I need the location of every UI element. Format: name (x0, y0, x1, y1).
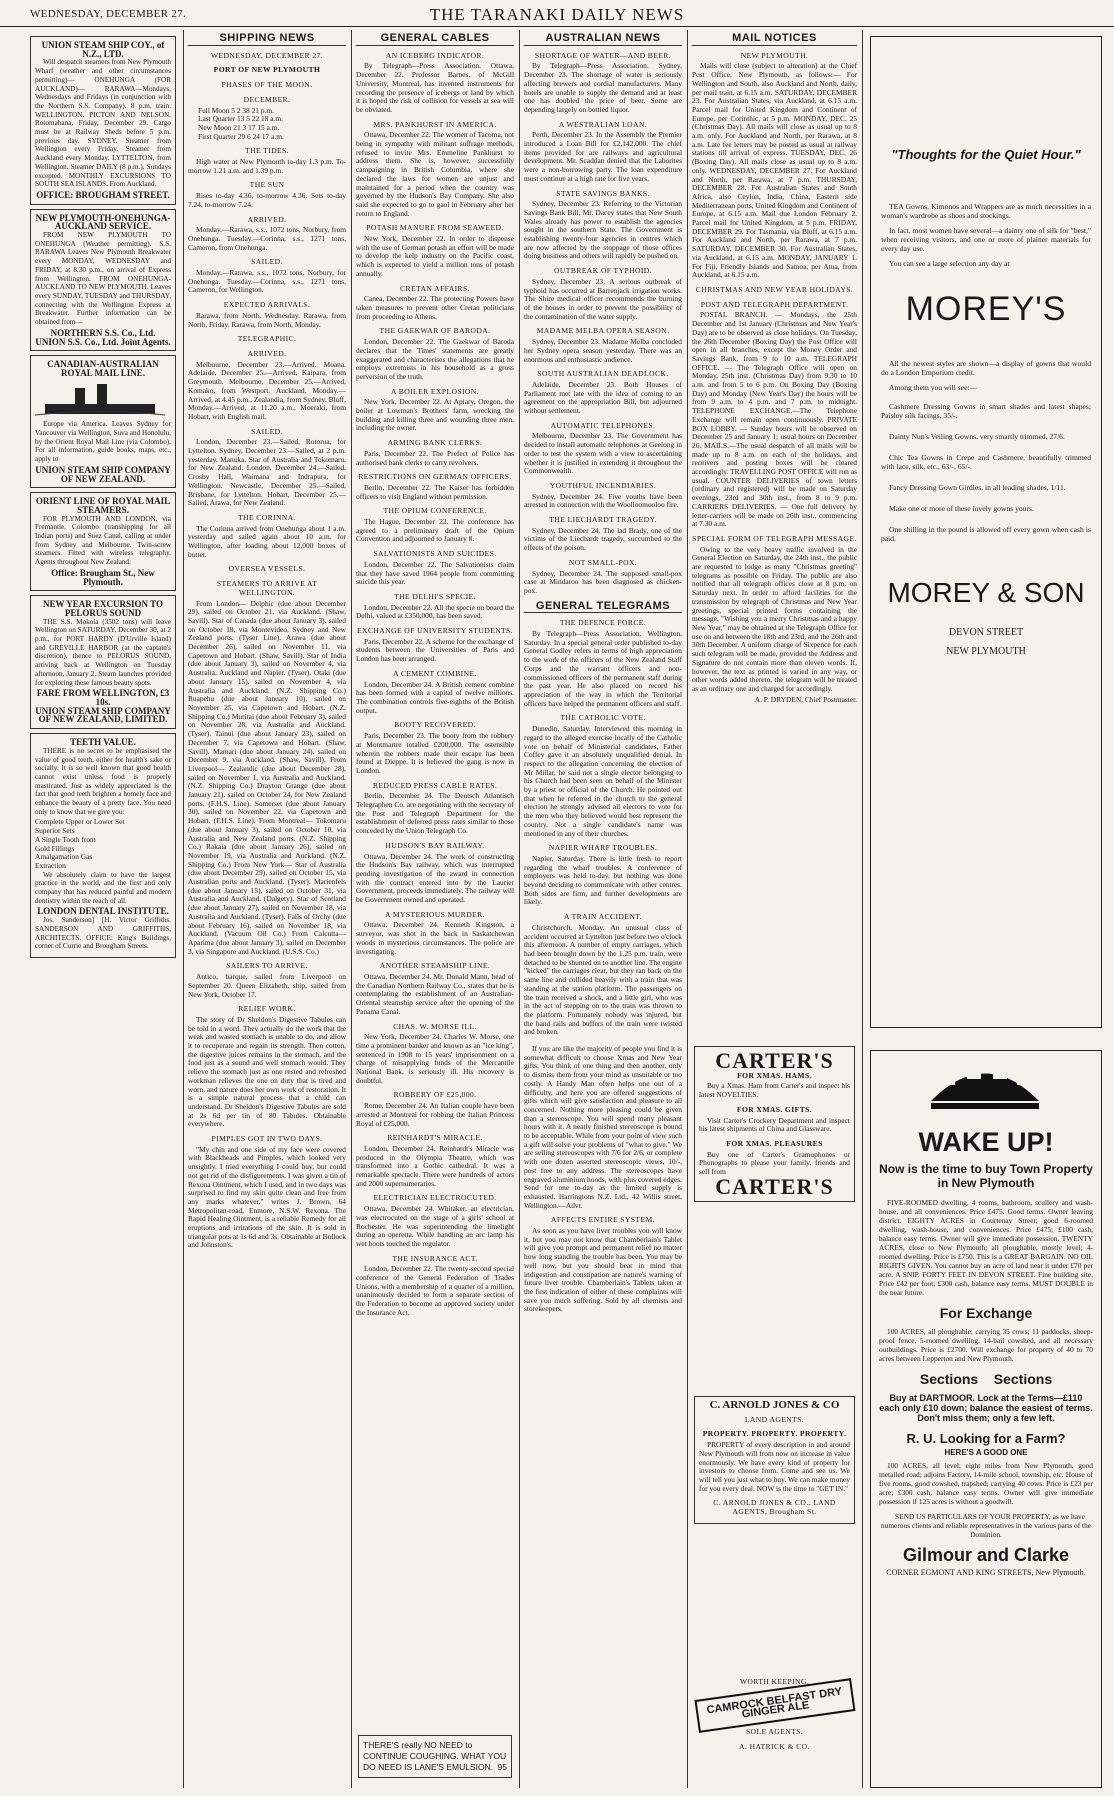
ad-title: NEW YEAR EXCURSION TO PELORUS SOUND (43, 599, 163, 618)
article-title: MRS. PANKHURST IN AMERICA. (373, 119, 497, 129)
article-title: STATE SAVINGS BANKS. (556, 188, 650, 198)
ad-text: THERE'S really NO NEED to CONTINUE COUGHING. WHAT YOU DO NEED IS LANE'S EMULSION. (363, 1740, 507, 1772)
overseas-subtitle: STEAMERS TO ARRIVE AT WELLINGTON. (216, 579, 318, 597)
mail-text: Mails will close (subject to alteration) at the Chief Post Office, New Plymouth, as follows:— For Wellington and South, also Auckland and North, daily, per mail train, at 6.15 a.m. SATURDAY, DECEMBER 23. For Australian States, via Auckland, at 6.15 a.m. Parcel mail for United Kingdom and Continent of Europe, per Corinthic, at 5 p.m. MONDAY, DEC. 25 (Christmas Day). All mails will close as usual up to 8 a.m. only. For Auckland and North, per Rarawa, at 8 a.m. Late fee letters may be posted as usual at railway stations till arrival of express. TUESDAY, DEC. 26 (Boxing Day). All mails close as usual up to 8 a.m. only. WEDNESDAY, DECEMBER 27. For Auckland and North, per Rarawa, at 7 p.m. THURSDAY, DECEMBER 28. For Australian States and South Africa, also Ceylon, India, China, Eastern side Mediterranean ports, United Kingdom and Continent of Europe, at 6.15 a.m. Mail due London February 2. Parcel mail for United Kingdom, at 5 p.m. FRIDAY, DECEMBER 29. For Tasmania, via Bluff, at 6.15 a.m. For Auckland and North, per Rarawa, at 7 p.m. SATURDAY, DECEMBER 30. For Australian States, via Auckland, at 6.15 a.m. MONDAY, JANUARY 1. For Fiji, Friendly Islands and Samoa, per Atua, from Auckland, at 6.15 a.m. (692, 61, 857, 280)
corinna-text: The Corinna arrived from Onehunga about 1 a.m. yesterday and sailed again about 10 a.m. for Wellington, after loading about 12,000 boxes of butter. (188, 523, 346, 559)
postmaster-signature: A. P. DRYDEN, Chief Postmaster. (754, 694, 857, 704)
moon-phase-row: New Moon 21 3 17 15 a.m. (198, 122, 280, 132)
article-title: RESTRICTIONS ON GERMAN OFFICERS. (358, 472, 512, 482)
article-title: THE OPIUM CONFERENCE. (383, 506, 487, 516)
ad-text: FOR PLYMOUTH AND LONDON, via Fremantle, Colombo (transhipping for all Indian ports) and Suez Canal, calling at under from Sydney and Melbourne. Twin-screw steamers. Fitted with wireless telegraphy. Agents throughout New Zealand. (35, 514, 171, 567)
holidays-title: CHRISTMAS AND NEW YEAR HOLIDAYS. (695, 284, 854, 294)
article-title: EXCHANGE OF UNIVERSITY STUDENTS. (357, 626, 513, 636)
department-title: POST AND TELEGRAPH DEPARTMENT. (700, 299, 849, 309)
column-rule (862, 30, 863, 1788)
carters-footer: CARTER'S (715, 1173, 834, 1199)
farm-heading: R. U. Looking for a Farm? (906, 1431, 1066, 1446)
farm-subheading: HERE'S A GOOD ONE (944, 1448, 1028, 1457)
article-text: By Telegraph—Press Association. Ottawa, December 22. Professor Barnes, of McGill University, Montreal, has invented instruments for recording the presence of icebergs or land by which it is hoped the risk of collision for vessels at sea will be obviated. (356, 61, 514, 114)
morey-son-name: MOREY & SON (887, 577, 1085, 608)
price-item: A Single Tooth from (35, 834, 96, 844)
morey-text: Among them you will see:— (889, 383, 978, 392)
excursion-ad (30, 595, 176, 729)
overseas-title: OVERSEA VESSELS. (228, 564, 306, 574)
ad-number: 95 (497, 1762, 507, 1772)
article-text: Sydney, December 23. A serious outbreak of typhoid has occurred at Barrenjack irrigation works. The Shire medical officer recommends the burning of the houses in order to prevent the possibility of the contamination of the water supply. (524, 276, 682, 321)
ad-title: NEW PLYMOUTH-ONEHUNGA-AUCKLAND SERVICE. (35, 212, 171, 232)
article-text: Ottawa, December 24. Mr. Donald Mann, head of the Canadian Northern Railway Co., states that he is contemplating the establishment of an Australian-Oriental steamship service after the opening of the Panama Canal. (356, 971, 514, 1016)
ad-title: CANADIAN-AUSTRALIAN ROYAL MAIL LINE. (47, 359, 159, 378)
price-item: Superior Sets (35, 826, 75, 836)
article-text: Paris, December 23. The booty from the robbery at Montmartre totalled £200,000. The ostensible wherein the robbers made their escape has been found at Dieppe. It is believed the gang is now in London. (356, 731, 514, 775)
sailed-text: Monday.—Rarawa, s.s., 1072 tons, Norbury, for Onehunga. Tuesday.—Corinna, s.s., 1271 tons, Cameron, for Wellington. (188, 268, 346, 295)
article-text: Sydney, December 23. Madame Melba concluded her Sydney opera season yesterday. There was an enormous and enthusiastic audience. (524, 337, 682, 364)
article-text: Adelaide, December 23. Both Houses of Parliament met late with the idea of coming to an agreement on the appropriation Bill, but adjourned without settlement. (524, 379, 682, 416)
ale-signature: A. HATRICK & CO. (739, 1741, 810, 1751)
mail-subheading: NEW PLYMOUTH. (740, 50, 809, 60)
column-australian-news (524, 32, 682, 1786)
article-text: Sydney, December 24. The lad Brady, one of the victims of the Liechardt tragedy, succumbed to the effects of the poison. (524, 525, 682, 553)
article-title: ELECTRICIAN ELECTROCUTED. (373, 1193, 497, 1203)
article-text: New York, December 24. Charles W. Morse, one time a prominent banker and known as an "ice king", sentenced in 1908 to 15 years' imprisonment on a charge of misapplying funds of the Mercantile National Bank, is seriously ill. His recovery is doubtful. (356, 1032, 514, 1085)
sun-title: THE SUN (249, 180, 285, 190)
ad-heading: PROPERTY. PROPERTY. PROPERTY. (702, 1429, 847, 1439)
article-text: London, December 24. A British cement combine has been formed with a capital of twelve millions. The combination controls five-eighths of the British output. (356, 679, 514, 715)
article-title: BOOTY RECOVERED. (394, 720, 476, 730)
article-title: CRETAN AFFAIRS. (400, 283, 470, 293)
article-title: ROBBERY OF £25,000. (393, 1090, 477, 1100)
section-heading: MAIL NOTICES (692, 34, 857, 46)
tides-text: High water at New Plymouth to-day 1.3 p.m. To-morrow 1.21 a.m. and 1.39 p.m. (188, 157, 346, 175)
carters-item-text: Buy a Xmas. Ham from Carter's and inspect his latest NOVELTIES. (699, 1081, 850, 1100)
carters-item-title: FOR XMAS. PLEASURES (726, 1138, 823, 1148)
article-text: Melbourne, December 23. The Government has decided to install automatic telephones at Geelong in order to test the system with a view to ascertaining whether it is justified in extending it throughout the Commonwealth. (524, 431, 682, 476)
article-title: OUTBREAK OF TYPHOID. (554, 266, 652, 276)
price-item: Amalgamation Gas (35, 852, 93, 862)
article-text: The Hague, December 22. The conference has agreed to a preliminary draft of the Opium Convention and adjourned to January 8. (356, 517, 514, 544)
carters-item-title: FOR XMAS. GIFTS. (736, 1104, 813, 1114)
article-title: REDUCED PRESS CABLE RATES. (372, 780, 498, 790)
column-rule (351, 30, 352, 1788)
article-text: Berlin, December 24. The Deutsch Atlantisch Telegraphen Co. are negotiating with the secretary of the Post and Telegraph Department for the establishment of deferred press rates similar to those conceded by the Union Telegraph Co. (356, 791, 514, 836)
article-title: SHORTAGE OF WATER—AND BEER. (534, 50, 672, 60)
column-rule (183, 30, 184, 1788)
ad-title: UNION STEAM SHIP COY., of N.Z., LTD. (41, 40, 165, 59)
article-text: Perth, December 23. In the Assembly the Premier introduced a Loan Bill for £2,142,000. The chief items provided for are railways and agricultural development. Mr. Scaddan denied that the Laborites were a non-borrowing party. The loan expenditure must continue at a high rate for five years. (524, 130, 682, 183)
sailers-title: SAILERS TO ARRIVE. (226, 961, 308, 971)
alarm-clock-illustration (871, 1051, 1099, 1121)
price-list (35, 818, 171, 870)
expected-title: EXPECTED ARRIVALS. (223, 300, 311, 310)
tele-arrived-text: Melbourne, December 23.—Arrived. Moana. Adelaide, December 25.—Arrived, Kaipara, from Greymouth. Melbourne, December 25.—Arrived, Komako, from Westport. Auckland, Monday.—Arrived, at 4.45 p.m., Zealandia, from Sydney. Bluff, Monday.—Arrived, at 11.20 a.m., Moeraki, from Hobart, with English mail. (188, 359, 346, 421)
ad-text: Europe via America. Leaves Sydney for Vancouver via Wellington, Suva and Honolulu, by the Orient Royal Mail Line (via Colombo). For all information, guide books, maps, etc., apply to (35, 420, 171, 464)
article-title: A WESTRALIAN LOAN. (558, 119, 648, 129)
section-heading: GENERAL TELEGRAMS (524, 602, 682, 614)
carters-item-text: Visit Carter's Crockery Department and inspect his latest shipments of China and Glassware. (699, 1115, 850, 1134)
article-text: Ottawa, December 22. The women of Tacoma, not being in sympathy with militant suffrage methods, refused to invite Mrs. Emmeline Pankhurst to address them. She is, however, successfully campaigning in British Columbia, where she declared the laws for women are unjust and maintained for a period when the country was governed by the Hudson's Bay Company. She also said she expected to go to gaol in February after her return to England. (356, 130, 514, 218)
onehunga-service-ad (30, 209, 176, 352)
arrived-title: ARRIVED. (247, 214, 287, 224)
article-title: NOT SMALL-POX. (568, 557, 638, 567)
corinna-title: THE CORINNA. (238, 512, 296, 522)
article-title: HUDSON'S BAY RAILWAY. (385, 840, 485, 850)
section-heading: SHIPPING NEWS (188, 34, 346, 46)
relief-text: The story of Dr Sheldon's Digestive Tabules can be told in a word. They actually do the work that the weak and wasted stomach is unable to do, and allow it to recuperate and regain its strength. Then cotton, the digestive juices remains in the stomach, and the food just as a sound and well stomach would. They relieve the stomach just as one rested and refreshed workman relieves the one on duty that is tired and worn, and nature does her own work of restoration. It is a simple natural process that a child can understand. Dr Sheldon's Digestive Tabules are sold at 2s 6d per tin of 80 Tabules. Obtainable everywhere. (188, 1014, 346, 1129)
ad-office: UNION STEAM SHIP COMPANY OF NEW ZEALAND, LIMITED. (35, 705, 171, 725)
article-title: THE DEFENCE FORCE. (559, 618, 647, 628)
ad-fare: FARE FROM WELLINGTON, £3 10s. (36, 688, 170, 707)
tele-sailed-text: London, December 23.—Sailed, Rotorua, for Lyttelton. Sydney, December 23.—Sailed, at 2 p.m. yesterday, Manuka, Star of Australia and Tokomaru, for New Zealand. London, December 24.—Sailed, Crosby Hall, Waimana and Indrapura, for Wellington. Newcastle, December 25.—Sailed, Brisbane, for Lyttelton. Hobart, December 25.—Sailed, Arawa, for New Zealand. (188, 437, 346, 508)
relief-title: RELIEF WORK. (238, 1004, 296, 1014)
cables-list (356, 52, 514, 1318)
sailed-title: SAILED. (251, 257, 283, 267)
ad-signature: C. ARNOLD JONES & CO., LAND AGENTS, Brougham St. (713, 1498, 836, 1517)
expected-text: Rarawa, from North, Wednesday. Rarawa, from North, Friday. Rarawa, from North, Monday. (188, 310, 346, 329)
morey-ad (870, 36, 1102, 1028)
morey-list-item: Fancy Dressing Gown Girdles, in all leading shades, 1/11. (889, 483, 1066, 492)
section-heading: AUSTRALIAN NEWS (524, 34, 682, 46)
article-text: Sydney, December 24. Five youths have been arrested in connection with the Woolloomooloo fire. (524, 491, 682, 510)
morey-text: TEA Gowns, Kimonos and Wrappers are as much necessities in a woman's wardrobe as shoes and stockings. (881, 202, 1091, 220)
arnold-jones-ad (694, 1396, 855, 1524)
ad-text: THE S.S. Mokoia (3502 tons) will leave Wellington on SATURDAY, December 30, at 2 p.m., for PORT HARDY (D'Urville Island) and GREVILLE HARBOR (at the captain's discretion), thence to PELORUS SOUND, arriving back at Wellington on Tuesday afternoon, January 2. Steam launches provided for exploring these famous beauty spots. (35, 617, 171, 687)
article-text: Sydney, December 23. Referring to the Victorian Savings Bank Bill, Mr. Dacey states that New South Wales already has power to establish the agencies sought in the southern State. The Government is establishing twenty-four agencies in centres which are now affected by the stoppage of those offices doing business and others will rapidly be pushed on. (524, 199, 682, 261)
article-title: CHAS. W. MORSE ILL. (393, 1021, 477, 1031)
price-item: Gold Fillings (35, 843, 75, 853)
price-item: Extraction (35, 860, 66, 870)
carters-heading: CARTER'S (715, 1048, 834, 1073)
article-text: London, December 22. The twenty-second special conference of the General Federation of Trades Unions, with a membership of a quarter of a million, unanimously decided to form a separate section of the Federation to become an approved society under the Insurance Act. (356, 1264, 514, 1317)
article-title: A TRAIN ACCIDENT. (563, 912, 643, 922)
morey-list-item: Chic Tea Gowns in Crepe and Cashmere, beautifully trimmed with lace, silk, etc., 63/-, 65/-. (881, 453, 1091, 471)
arrived-text: Monday.—Rarawa, s.s., 1072 tons, Norbury, from Onehunga. Tuesday.—Corinna, s.s., 1271 tons, Cameron, from Onehunga. (188, 225, 346, 252)
telegraph-form-title: SPECIAL FORM OF TELEGRAPH MESSAGE. (692, 533, 857, 543)
holiday-text: POSTAL BRANCH. — Mondays, the 25th December and 1st January (Christmas and New Year's Day) are to be observed as close holidays. On Tuesday, the 26th December (Boxing Day) the Post Office will open in all branches, except the Money Order and Savings Bank, from 9 to 10 a.m. TELEGRAPH OFFICE. — The Telegraph Office will open on Monday, 25th inst. (Christmas Day) from 9.30 to 10 a.m. and from 5 to 6 p.m. On Boxing Day (Boxing Day) and Monday (New Year's Day) the hours will be from 9 a.m. to 4 p.m. and 7 p.m. to midnight. TELEPHONE EXCHANGE.—The Telephone Exchange will remain open continuously. PRIVATE BOX LOBBY. — Sunday hours will be observed on December 25 and January 1; usual hours on December 26. MAILS.—The usual despatch of all mails will be made up to 8 a.m. on each of the holidays, and receivers and posting boxes will be cleared accordingly. TRAVELLING POST OFFICE will run as usual. COUNTER DELIVERIES of town letters (ordinary and registered) will be made on Saturday evenings, 23rd and 30th inst., from 8 to 9 p.m. CARRIERS DELIVERIES. — One full delivery by letter-carriers will be made on 26th inst., commencing at 7.30 a.m. (692, 310, 857, 529)
wake-text: SEND US PARTICULARS OF YOUR PROPERTY, as we have numerous clients and reliable representatives in the various parts of the Dominion. (880, 1512, 1092, 1539)
ad-text: FROM NEW PLYMOUTH TO ONEHUNGA (Weather permitting). S.S. RARAWA Leaves New Plymouth Breakwater every MONDAY, WEDNESDAY and FRIDAY, at 8.30 p.m., on arrival of Express from Wellington. FROM ONEHUNGA-AUCKLAND TO NEW PLYMOUTH. Leaves every SUNDAY, TUESDAY and THURSDAY, connecting with the Wellington Express at Breakwater. Further information can be obtained from— (35, 231, 171, 327)
carters-item-title: FOR XMAS. HAMS. (737, 1070, 812, 1080)
article-text: New York, December 22. In order to dispense with the use of German potash an effort will be made to develop the kelp industry on the Pacific coast, which is expected to yield a million tons of potash annually. (356, 234, 514, 278)
ad-title: ORIENT LINE OF ROYAL MAIL STEAMERS. (35, 496, 171, 515)
ad-subtitle: LAND AGENTS. (744, 1414, 805, 1424)
ginger-ale-ad (692, 1672, 857, 1754)
ad-office: UNION STEAM SHIP COMPANY OF NEW ZEALAND. (35, 464, 171, 484)
masthead (0, 0, 1114, 27)
pimples-text: "My chin and one side of my face were covered with Blackheads and Pimples, which looked very unsightly. I tried everything I could buy, but could not get rid of the disfigurements. I was given a tin of Rexona Ointment, which I used, and in two days was surprised to find my skin quite clean and free from any marks whatever," writes J. Brown, 64 Metropolitan-road, Enmore, N.S.W. Rexona. The Rapid Healing Ointment, is a reliable Remedy for all eruptions and irritations of the skin. It is sold in triangular pots at 1s 6d and 3s. Obtainable at Bullock and Johnston's. (188, 1144, 346, 1250)
article-text: Napier, Saturday. There is little fresh to report regarding the wharf troubles. A conference of employers was held to-day, but nothing was done beyond deciding to communicate with other centres. Both sides are firm, and further developments are likely. (524, 853, 682, 907)
worth-keeping: WORTH KEEPING. (739, 1677, 810, 1686)
ad-title: TEETH VALUE. (70, 737, 136, 748)
ad-agents: NORTHERN S.S. Co., Ltd. UNION S.S. Co., Ltd. Joint Agents. (35, 327, 171, 347)
article-text: Christchurch, Monday. An unusual class of accident occurred at Lyttelton just before two o'clock this afternoon. A number of empty carriages, which had been brought down by the 1.25 p.m. train, were detached to be shunted on to another line. The engine "kicked" the carriages clear, but they ran back on the same line and collided heavily with a train that was standing at the station platform. The passengers on the train received a shock, and a little girl, who was in the act of stepping on to the train was thrown to the platform. Fortunately nobody was injured, but the hand rails and buffers of the train were twisted and broken. (524, 922, 682, 1037)
article-title: REINHARDT'S MIRACLE. (387, 1133, 483, 1143)
column-ads (28, 32, 178, 1786)
ad-text: Jos. Sanderson] [H. Victor Griffiths. SANDERSON AND GRIFFITHS, ARCHITECTS. OFFICE: King's Buildings, corner of Currie and Brougham Streets. (35, 916, 171, 951)
telegraphic-title: TELEGRAPHIC. (237, 334, 297, 344)
article-title: THE INSURANCE ACT. (392, 1253, 478, 1263)
price-item: Complete Upper or Lower Set (35, 817, 125, 827)
tele-arrived-title: ARRIVED. (247, 348, 287, 358)
morey-text: You can see a large selection any day at (889, 259, 1010, 268)
australian-list (524, 52, 682, 596)
article-title: MADAME MELBA OPERA SEASON. (536, 326, 670, 336)
wake-subtitle: Now is the time to buy Town Property in New Plymouth (879, 1162, 1093, 1190)
carters-item-text: Buy one of Carter's Gramophones or Phonographs to please your family, friends and self from (699, 1149, 850, 1177)
telegrams-list (524, 619, 682, 1037)
phases-title: PHASES OF THE MOON. (221, 80, 313, 90)
article-text: London, December 22. The Gaekwar of Baroda declares that the Times' statements are greatly exaggerated and characterises the allegations that he employs extremists in his household as a gross perversion of the truth. (356, 337, 514, 381)
wake-text: FIVE-ROOMED dwelling, 4 rooms, bathroom, scullery and wash-house, and all conveniences. Price £475. Good terms. Owner leaving district. EIGHTY ACRES in Courtenay Street; good 6-roomed dwelling, wash-house, and conveniences. Price £475; £100 cash, balance easy terms. Owner will give immediate possession. TWENTY ACRES, close to New Plymouth; all ploughable, mostly level; 4-roomed dwelling. Price is £750. This is a GREAT BARGAIN. NO OIL RIGHTS GIVEN. You cannot buy an acre of land near it under £70 per acre. A SNIP. FORTY FEET IN DEVON STREET. Fine building site. Price £42 per foot; £300 cash, balance easy terms. MUST DOUBLE in the near future. (879, 1198, 1093, 1297)
article-title: NAPIER WHARF TROUBLES. (548, 843, 658, 853)
morey-text: All the newest styles are shown—a display of gowns that would do a London Emporium credit. (881, 359, 1091, 377)
article-text: Sydney, December 24. The supposed small-pox case at Mindaroo has been diagnosed as chicken-pox. (524, 568, 682, 595)
article-title: POTASH MANURE FROM SEAWEED. (366, 223, 504, 233)
gilmour-clarke-ad (870, 1050, 1102, 1788)
article-title: A CEMENT COMBINE. (393, 668, 477, 678)
column-mail-notices (692, 32, 857, 1786)
article-title: A MYSTERIOUS MURDER. (385, 909, 485, 919)
ginger-ale-logo: CAMROCK BELFAST DRY GINGER ALE (694, 1678, 855, 1733)
canadian-mail-ad (30, 355, 176, 488)
morey-list-item: Dainty Nun's Veiling Gowns, very smartly trimmed, 27/6. (889, 432, 1065, 441)
wake-text: 100 ACRES, all level; eight miles from New Plymouth, good metalled road; adjoins Factory, 14-mile school, township, etc. House of five rooms, good cowshed, trapshed; carrying 40 cows. Price is £23 per acre; £300 cash, balance easy terms. Owner will give immediate possession if 125 acres is without a goodwill. (879, 1461, 1093, 1506)
ad-title: C. ARNOLD JONES & CO (709, 1399, 840, 1411)
column-rule (687, 30, 688, 1788)
article-text: London, December 24. Reinhardt's Miracle was produced in the Olympia Theatre, which was transformed into a Gothic cathedral. It was a remarkable spectacle. There were hundreds of actors and 2000 supernumeraries. (356, 1143, 514, 1188)
morey-name: MOREY'S (905, 290, 1067, 328)
ad-text: THERE is no secret to be emphasised the value of good teeth, either for health's sake or socially. It is so well known that good health cannot exist unless food is properly masticated. Just as widely appreciated is the fact that good teeth brighten a homely face and enhance the beauty of a pretty face. You need only to know that we give you: (35, 746, 171, 816)
sun-text: Rises to-day 4.36, to-morrow 4.36. Sets to-day 7.24, to-morrow 7.24. (188, 191, 346, 209)
phases-month: DECEMBER. (243, 94, 291, 104)
ad-office: LONDON DENTAL INSTITUTE. (37, 906, 169, 917)
article-title: SOUTH AUSTRALIAN DEADLOCK. (537, 369, 669, 379)
morey-list-item: Cashmere Dressing Gowns in smart shades and latest shapes; Paisley silk facings, 35/-. (881, 402, 1091, 420)
morey-list-item: Make one or more of these lovely gowns yours. (889, 504, 1034, 513)
article-title: AN ICEBERG INDICATOR. (385, 50, 485, 60)
morey-street: DEVON STREET (948, 627, 1024, 638)
liver-ad-text: As soon as you have liver troubles you will know it, but you may not know that Chamberlain's Tablet will give you prompt and permanent relief no matter how long standing the trouble has been. You may be well now, but you should bear in mind that indigestion and constipation are nature's warning of future liver trouble. Chamberlain's Tablets taken at the first indication of either of these complaints will save you much suffering. Sold by all chemists and storekeepers. (524, 1226, 682, 1314)
article-title: AUTOMATIC TELEPHONES. (550, 420, 656, 430)
dental-ad (30, 733, 176, 958)
wake-title: WAKE UP! (918, 1127, 1054, 1157)
morey-text: In fact, most women have several—a dainty one of silk for "best," when receiving visitors, and one or more of plainer materials for every day use. (881, 226, 1091, 253)
article-text: Dunedin, Saturday. Interviewed this morning in regard to the alleged exercise locally of the Catholic vote on behalf of Ministerial candidates, Father Coffey gave it an absolutely unqualified denial. In respect to the allegation concerning the election of Mr Millar, he said not a single elector belonging to his Church had been seen on behalf of the Minister by a priest or official of the Church. He pointed out that when he referred in the church to the general election he strongly advised all electors to vote for the men who they believed would best represent the country. Not a single candidate's name was mentioned in any of their churches. (524, 724, 682, 838)
article-text: Berlin, December 22. The Kaiser has forbidden officers to visit England without permission. (356, 482, 514, 501)
article-text: Ottawa, December 24. Kenneth Kingston, a surveyor, was shot in the back in Saskatchewan woods in mysterious circumstances. The police are investigating. (356, 920, 514, 956)
steamship-illustration (35, 378, 165, 418)
union-steam-ad (30, 36, 176, 205)
orient-line-ad (30, 492, 176, 591)
exchange-heading: For Exchange (939, 1305, 1033, 1321)
article-text: By Telegraph—Press Association. Sydney, December 23. The shortage of water is seriously affecting brewers and cordial manufacturers. Many hotels are unable to supply the demand and at least one has doubled the price of beer. Some are depending largely on bottled liquor. (524, 61, 682, 114)
carters-ad (694, 1046, 855, 1202)
gilmour-name: Gilmour and Clarke (902, 1545, 1070, 1565)
stereoscope-ad: If you are like the majority of people you find it is somewhat difficult to choose Xmas and New Year gifts. You think of one thing and then another, only to dismiss them from your mind as unsuitable or too costly. A Handy Man often helps one out of a difficulty, and here you are offered suggestions of gifts which will give satisfaction and pleasure to all concerned. Nothing more pleasing could be given than a stereoscope. You will spend many pleasant hours with it. A neatly finished stereoscope is bound to be acceptable. While from your point of view such a gift will solve your problems of "what to give." We are selling stereoscopes with 7/6 for 2/6, or complete with one dozen assorted stereoscopic views, 10/-, post free to any address. The stereoscopes have engraved aluminium hoods, with plus covered edges. Send for one to-day as the limited supply is exhausted. Harringtons N.Z. Ltd., 42 Willis street, Wellington.—Advt. (524, 1044, 682, 1210)
ad-text: Will despatch steamers from New Plymouth Wharf (weather and other circumstances permitting)— ONEHUNGA (FOR AUCKLAND)— RARAWA—Mondays, Wednesdays and Fridays (in conjunction with the Northern S.S. Company). 8 p.m. train. WELLINGTON, PICTON AND NELSON. Rotomahana, Friday, December 29. Cargo must be at Railway Sheds before 5 p.m. previous day. SYDNEY. Steamer from Wellington every Friday. Steamer from Auckland every Monday. LYTTELTON, from Wellington. Steamer DAILY (8 p.m.), Sundays excepted. MONTHLY EXCURSIONS TO SOUTH SEA ISLANDS. From Auckland. (35, 58, 171, 189)
moon-phase-row: First Quarter 29 6 24 17 a.m. (198, 131, 284, 141)
moon-phase-row: Last Quarter 13 5 22 18 a.m. (198, 114, 283, 124)
ad-office: OFFICE: BROUGHAM STREET. (36, 189, 170, 200)
article-text: Paris, December 22. A scheme for the exchange of students between the Universities of Paris and London has been arranged. (356, 636, 514, 664)
article-title: THE CATHOLIC VOTE. (560, 713, 646, 723)
newspaper-title: THE TARANAKI DAILY NEWS (429, 5, 685, 24)
sole-agents: SOLE AGENTS. (745, 1727, 804, 1737)
ad-text: PROPERTY of every description in and around New Plymouth will from now on increase in value enormously. We have every kind of property for investors to choose from. Come and see us. We will tell you just what to buy. We can make money for you every deal. NOW is the time to "GET IN." (699, 1440, 850, 1493)
port-title: PORT OF NEW PLYMOUTH (213, 65, 321, 75)
column-rule (519, 30, 520, 1788)
article-title: ARMING BANK CLERKS. (387, 438, 483, 448)
section-date: WEDNESDAY, DECEMBER 27. (210, 50, 324, 60)
sailers-text: Antico, barque, sailed from Liverpool on September 20. Queen Elizabeth, ship, sailed from New York, October 17. (188, 972, 346, 999)
wake-text: 100 ACRES, all ploughable; carrying 35 cows; 11 paddocks, sheep-proof fence, 5-roomed dwelling, 14-bail cowshed, and all necessary outbuildings. Price is £2700. Will exchange for property of 40 to 70 acres between Lepperton and New Plymouth. (879, 1327, 1093, 1363)
tides-title: THE TIDES. (245, 146, 289, 156)
article-title: SALVATIONISTS AND SUICIDES. (373, 549, 497, 559)
article-title: YOUTHFUL INCENDIARIES. (549, 480, 657, 490)
ad-office: Office: Brougham St., New Plymouth. (51, 567, 155, 587)
article-text: London, December 22. All the specie on board the Delhi, valued at £350,000, has been saved. (356, 602, 514, 621)
gilmour-address: CORNER EGMONT AND KING STREETS, New Plymouth. (886, 1568, 1086, 1577)
article-text: New York, December 22. At Apiary, Oregon, the boiler at Lowman's Brothers' farm, wrecking the building and killing three and wounding three men, including the owner. (356, 397, 514, 433)
sections-heading: Sections Sections (919, 1371, 1053, 1387)
lanes-emulsion-ad (358, 1735, 512, 1778)
article-title: ANOTHER STEAMSHIP LINE. (379, 961, 491, 971)
wake-text: Buy at DARTMOOR. Lock at the Terms—£110 each only £10 down; balance the easiest of terms. Don't miss them; only a few left. (879, 1393, 1093, 1423)
morey-town: NEW PLYMOUTH (946, 646, 1026, 657)
article-title: THE LIECHARDT TRAGEDY. (549, 515, 657, 525)
telegraph-form-text: Owing to the very heavy traffic involved in the General Election on Saturday, the 24th inst., the public are requested to lodge as many "Christmas greeting" telegrams as possible on Friday. The public are also notified that all telegraph offices close at 8 p.m. on Saturday next. In order to afford facilities for the transmission by telegraph of Christmas and New Year greetings, special printed forms containing the message, "Wishing you a merry Christmas and a happy New Year," may be obtained at the Telegraph Office for use on and between the 18th and 23rd, and the 26th and 30th December. A uniform charge of Sixpence for each such telegram will be made, provided the Address and Signature do not contain more than eleven words. If, however, the text as printed is varied in any way, or other words added thereto, the telegram will be treated as an ordinary one and charged for accordingly. (692, 544, 857, 693)
morey-text: One shilling in the pound is allowed off every gown when cash is paid. (881, 525, 1091, 543)
article-text: Paris, December 22. The Prefect of Police has authorised bank clerks to carry revolvers. (356, 448, 514, 467)
ad-text: We absolutely claim to have the largest practice in the world, and the first and only company that has reduced painful and modern dentistry within the reach of all. (35, 870, 171, 905)
column-shipping-news (188, 32, 346, 1786)
pimples-title: PIMPLES GOT IN TWO DAYS. (211, 1134, 323, 1144)
article-text: By Telegraph—Press Association. Wellington, Saturday. In a special general order published to-day General Godley refers in terms of high appreciation to the work of the officers of the New Zealand Staff Corps and the warrant officers and non-commissioned officers of the permanent staff during the past year. He also placed on record his appreciation of the way in which the Territorial officers have helped the permanent officers and staff. (524, 629, 682, 708)
article-text: London, December 22. The Salvationists claim that they have saved 1964 people from committing suicide this year. (356, 559, 514, 587)
quote-heading: "Thoughts for the Quiet Hour." (891, 147, 1081, 162)
tele-sailed-title: SAILED. (251, 426, 283, 436)
column-general-cables (356, 32, 514, 1786)
issue-date: WEDNESDAY, DECEMBER 27. (30, 8, 187, 20)
article-text: Rome, December 24. An Italian couple have been arrested at Montreal for robbing the Italian Princess Royal of £25,000. (356, 1101, 514, 1128)
section-heading: GENERAL CABLES (356, 34, 514, 46)
article-text: Ottawa, December 24. Whitaker, an electrician, was electrocuted on the stage of a girls' school at Rochester. He was superintending the limelight during an operetta. While handling an arc lamp his wet boots touched the regulator. (356, 1204, 514, 1248)
article-title: THE DELHI'S SPECIE. (394, 591, 476, 601)
article-text: Canea, December 22. The protecting Powers have taken measures to prevent other Cretan politicians from proceeding to Athens. (356, 294, 514, 321)
article-title: THE GAEKWAR OF BARODA. (379, 326, 491, 336)
overseas-text: From London— Delphic (due about December 29), sailed on October 21, via Auckland. (Shaw, Savill). Star of Canada (due about January 3), sailed on October 18, via Montevideo, Sydney and New Zealand ports. (Tyser Line). Arawa (due about December 26), sailed on November 11, via Capetown and Hobart. (Shaw, Savill). Star of India (due about January 3), sailed on November 4, via Australia, Auckland and Napier. (Tyser). Otaki (due about January 15), sailed on November 4, via Australia and Auckland. (N.Z. Shipping Co.) Ruapehu (due about January 10), sailed on November 25, via Capetown and Hobart. (N.Z. Shipping Co.) Muritai (due about February 3), sailed on November 28, via Australia and Auckland. (Tyser). Tainui (due about January 23), sailed on December 7, via Capetown and Hobart. (Shaw, Savill). Mamari (due about January 24), sailed on December 9, via Auckland. (Shaw, Savill). From Liverpool— Zealandic (due about December 28), sailed on November 1, via Australia and Auckland. (N.Z. Shipping Co.) Drayton Grange (due about January 21), sailed on October 24, for New Zealand ports. (F.H.S. Line). Somerset (due about January 30), sailed on November 22, via Capetown and Hobart. (F.H.S. Line). From Montreal— Tokomaru (due about January 3), sailed on October 10, via Australia and New Zealand ports. (N.Z. Shipping Co.) Rakaia (due about January 26), sailed on November 19, via Australia and Auckland. (N.Z. Shipping Co.) From New York— Star of Australia (due about December 29), sailed on October 15, via Australian ports and Auckland. (Tyser). Marienfels (due about January 15), sailed on October 31, via Australia and Auckland. (Dalgety). Star of Scotland (due about January 27), sailed on November 18, via Australia and Auckland. (Tyser). Falls of Orchy (due about February 16), sailed on November 18, via Auckland. (Vacuum Oil Co.) From Calcutta— Aparima (due about January 3), sailed on December 3, via Singapore and Auckland. (U.S.S. Co.) (188, 598, 346, 956)
article-text: Ottawa, December 24. The work of constructing the Hudson's Bay railway, which was interrupted pending investigation of the award in connection with the contract entered into by the Laurier Government, proceeds immediately. The railway will be Government owned and operated. (356, 851, 514, 905)
liver-ad-title: AFFECTS ENTIRE SYSTEM. (551, 1215, 655, 1225)
article-title: A BOILER EXPLOSION. (391, 386, 479, 396)
moon-phase-row: Full Moon 5 2 38 21 p.m. (198, 105, 274, 115)
